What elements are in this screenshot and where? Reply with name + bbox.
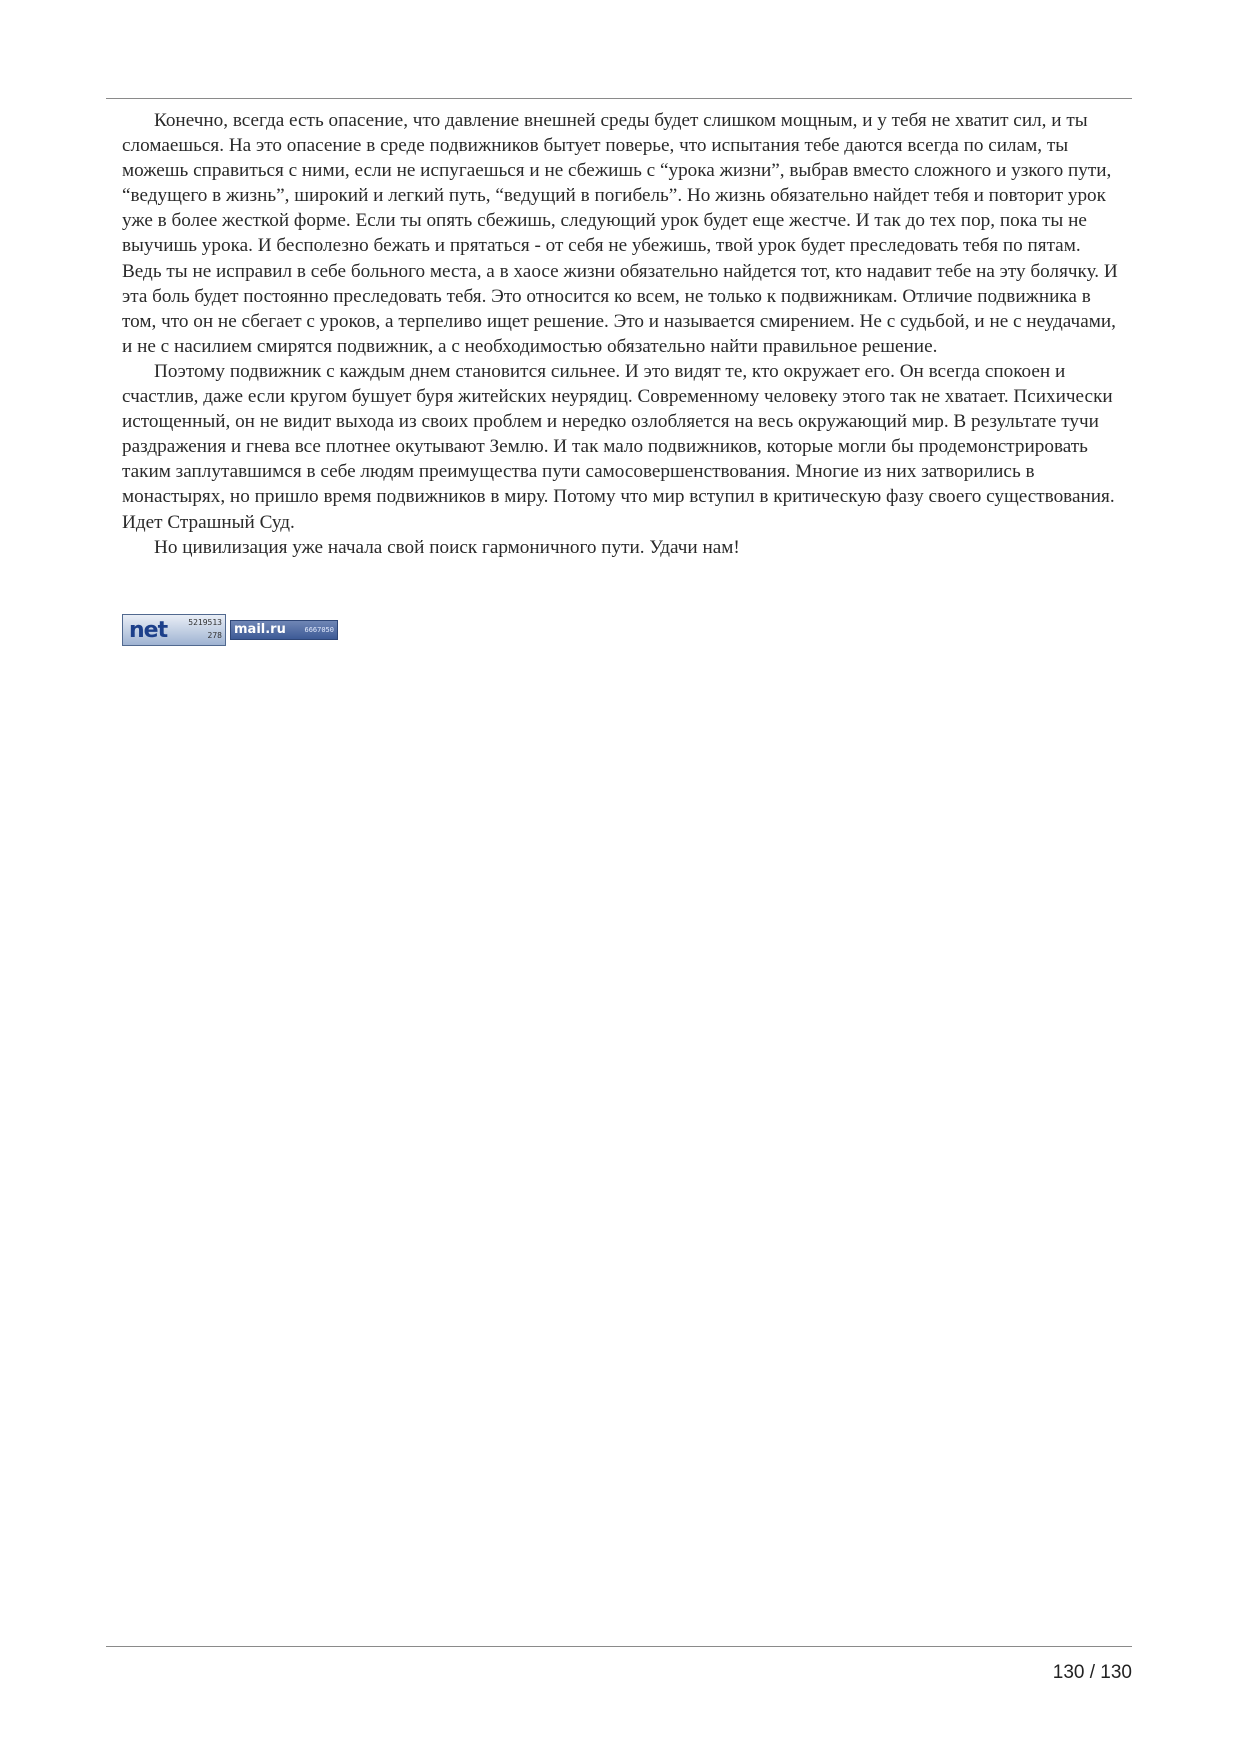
paragraph-3: Но цивилизация уже начала свой поиск гармоничного пути. Удачи нам! — [154, 536, 740, 558]
mailru-logo: mail.ru — [234, 622, 286, 637]
net-counter-today: 278 — [207, 631, 222, 640]
paragraph-1: Конечно, всегда есть опасение, что давление внешней среды будет слишком мощным, и у тебя не хватит сил, и ты сломаешься. На это опасение в среде подвижников бытует поверье, что испытания тебе даются всегда по силам, ты можешь справиться с ними, если не испугаешься и не сбежишь с “урока жизни”, выбрав вместо сложного и узкого пути, “ведущего в жизнь”, широкий и легкий путь, “ведущий в погибель”. Но жизнь обязательно найдет тебя и повторит урок уже в более жесткой форме. Если ты опять сбежишь, следующий урок будет еще жестче. И так до тех пор, пока ты не выучишь урока. И бесполезно бежать и прятаться - от себя не убежишь, твой урок будет преследовать тебя по пятам. Ведь ты не исправил в себе больного места, а в хаосе жизни обязательно найдется тот, кто надавит тебе на эту болячку. И эта боль будет постоянно преследовать тебя. Это относится ко всем, не только к подвижникам. Отличие подвижника в том, что он не сбегает с уроков, а терпеливо ищет решение. Это и называется смирением. Не с судьбой, и не с неудачами, и не с насилием смирятся подвижник, а с необходимостью обязательно найти правильное решение. — [122, 110, 1118, 357]
net-logo: net — [129, 618, 168, 643]
counter-badges — [122, 614, 338, 646]
header-divider — [106, 98, 1132, 99]
footer-divider — [106, 1646, 1132, 1647]
paragraph-2: Поэтому подвижник с каждым днем становится сильнее. И это видят те, кто окружает его. Он всегда спокоен и счастлив, даже если кругом бушует буря житейских неурядиц. Современному человеку этого так не хватает. Психически истощенный, он не видит выхода из своих проблем и нередко озлобляется на весь окружающий мир. В результате тучи раздражения и гнева все плотнее окутывают Землю. И так мало подвижников, которые могли бы продемонстрировать таким заплутавшимся в себе людям преимущества пути самосовершенствования. Многие из них затворились в монастырях, но пришло время подвижников в миру. Потому что мир вступил в критическую фазу своего существования. Идет Страшный Суд. — [122, 360, 1115, 533]
net-counter-badge[interactable] — [122, 614, 226, 646]
mailru-counter-value: 6667050 — [304, 626, 334, 634]
net-counter-total: 5219513 — [188, 618, 222, 627]
document-body — [122, 108, 1118, 560]
page-number: 130 / 130 — [1052, 1662, 1132, 1683]
mailru-counter-badge[interactable] — [230, 620, 338, 640]
